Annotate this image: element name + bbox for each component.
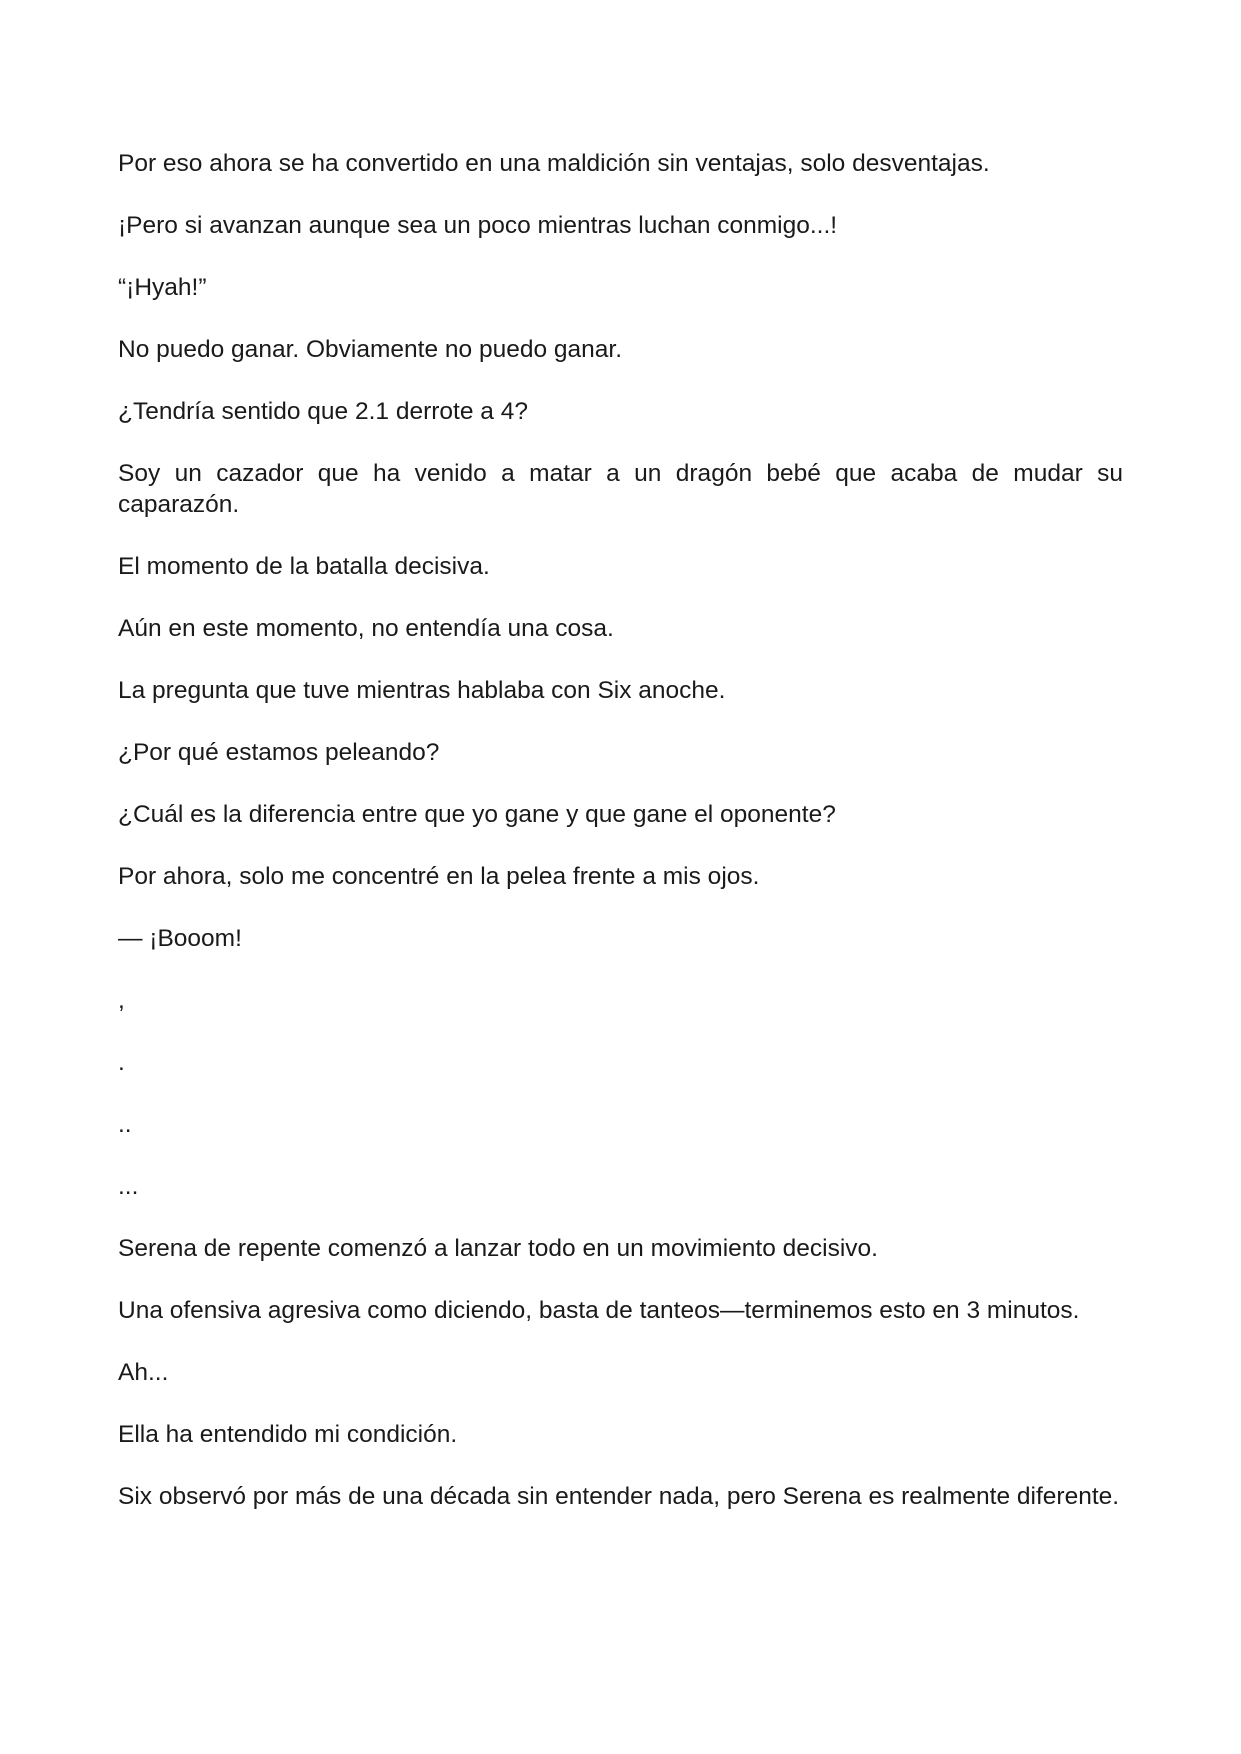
document-body [118, 148, 1123, 1543]
paragraph: La pregunta que tuve mientras hablaba con Six anoche. [118, 677, 726, 704]
paragraph: .. [118, 1111, 132, 1138]
paragraph: Soy un cazador que ha venido a matar a un dragón bebé que acaba de mudar su caparazón. [118, 460, 1123, 518]
paragraph: No puedo ganar. Obviamente no puedo ganar. [118, 336, 622, 363]
paragraph: Serena de repente comenzó a lanzar todo en un movimiento decisivo. [118, 1235, 878, 1262]
paragraph: ¿Tendría sentido que 2.1 derrote a 4? [118, 398, 528, 425]
paragraph: “¡Hyah!” [118, 274, 207, 301]
paragraph: ... [118, 1173, 139, 1200]
paragraph: ¡Pero si avanzan aunque sea un poco mientras luchan conmigo...! [118, 212, 838, 239]
paragraph: Six observó por más de una década sin entender nada, pero Serena es realmente diferente. [118, 1483, 1120, 1510]
paragraph: — ¡Booom! [118, 925, 242, 952]
paragraph: El momento de la batalla decisiva. [118, 553, 490, 580]
paragraph: Por ahora, solo me concentré en la pelea frente a mis ojos. [118, 863, 760, 890]
paragraph: . [118, 1049, 125, 1076]
paragraph: Una ofensiva agresiva como diciendo, basta de tanteos—terminemos esto en 3 minutos. [118, 1297, 1080, 1324]
paragraph: , [118, 987, 125, 1014]
paragraph: Por eso ahora se ha convertido en una maldición sin ventajas, solo desventajas. [118, 150, 990, 177]
paragraph: Ella ha entendido mi condición. [118, 1421, 458, 1448]
paragraph: ¿Por qué estamos peleando? [118, 739, 440, 766]
paragraph: Ah... [118, 1359, 169, 1386]
paragraph: Aún en este momento, no entendía una cosa. [118, 615, 614, 642]
paragraph: ¿Cuál es la diferencia entre que yo gane y que gane el oponente? [118, 801, 836, 828]
